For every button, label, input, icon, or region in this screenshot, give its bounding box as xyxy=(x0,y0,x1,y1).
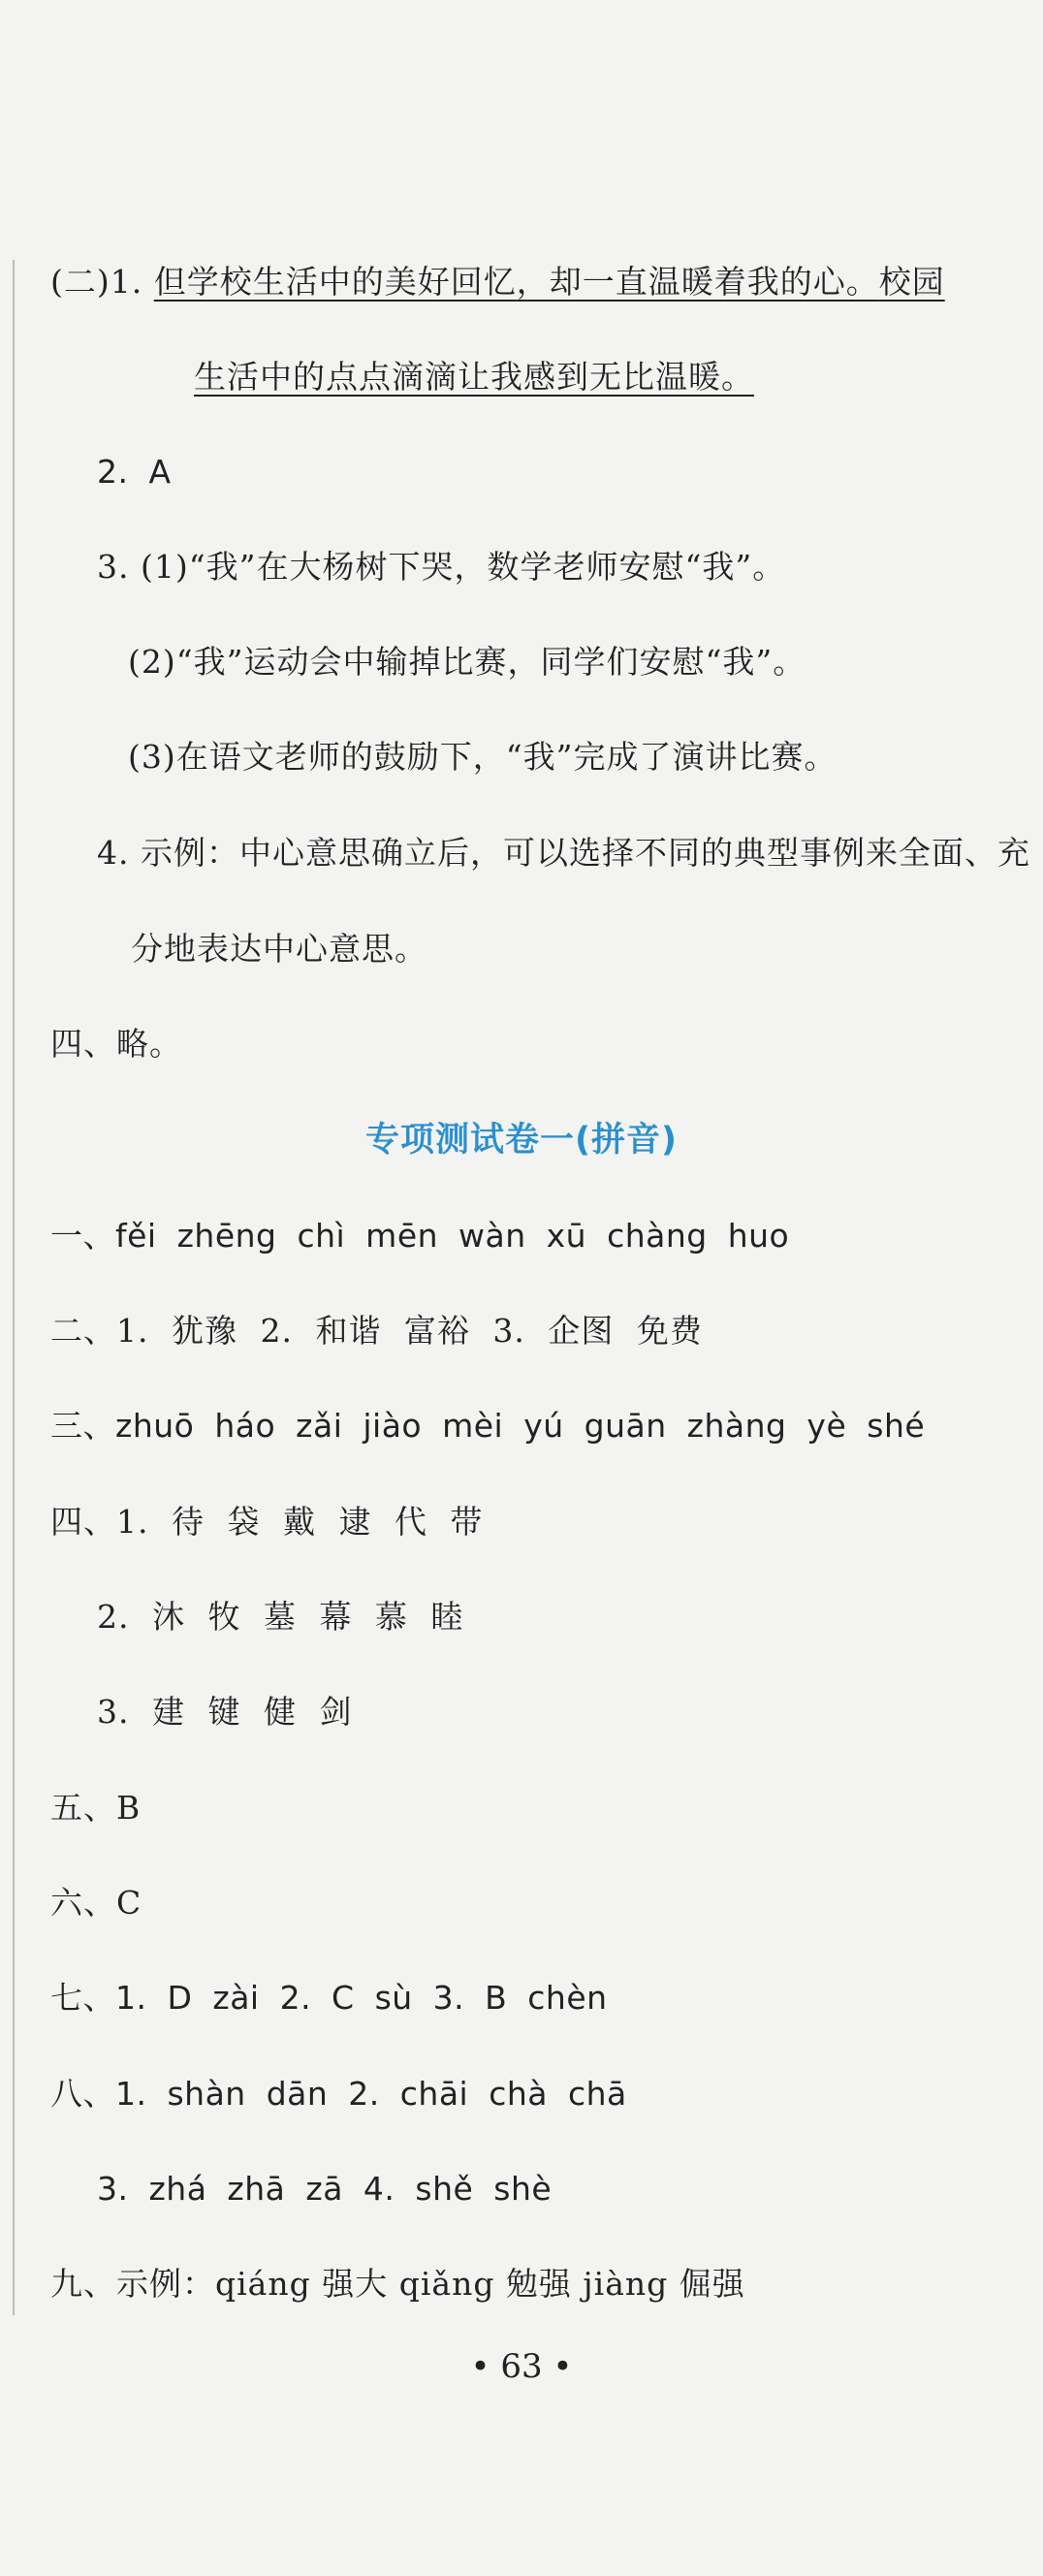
answer-q3-3: (3)在语文老师的鼓励下，“我”完成了演讲比赛。 xyxy=(128,738,838,776)
answer-four-1: 四、1. 待 袋 戴 逮 代 带 xyxy=(50,1503,484,1541)
margin-rule xyxy=(13,260,15,2315)
answer-q1-line2 xyxy=(194,355,754,399)
answer-q2: 2. A xyxy=(97,453,172,491)
answer-three: 三、zhuō háo zǎi jiào mèi yú guān zhàng yè shé xyxy=(50,1407,926,1445)
section-title: 专项测试卷一(拼音) xyxy=(365,1121,678,1160)
q1-underlined-sentence-2: 校园 xyxy=(878,263,945,301)
answer-two: 二、1. 犹豫 2. 和谐 富裕 3. 企图 免费 xyxy=(50,1312,703,1350)
answer-four-2: 2. 沐 牧 墓 幕 慕 睦 xyxy=(97,1598,464,1636)
answer-q4-line1: 4. 示例：中心意思确立后，可以选择不同的典型事例来全面、充 xyxy=(97,834,1030,872)
answer-four: 四、略。 xyxy=(50,1025,182,1063)
q1-underlined-sentence-3: 生活中的点点滴滴让我感到无比温暖。 xyxy=(194,358,754,396)
answer-seven: 七、1. D zài 2. C sù 3. B chèn xyxy=(50,1979,608,2017)
answer-eight-2: 3. zhá zhā zā 4. shě shè xyxy=(97,2170,553,2208)
answer-q3-2: (2)“我”运动会中输掉比赛，同学们安慰“我”。 xyxy=(128,643,806,681)
answer-nine: 九、示例：qiáng 强大 qiǎng 勉强 jiàng 倔强 xyxy=(50,2265,745,2303)
answer-six: 六、C xyxy=(50,1884,142,1922)
page-number: • 63 • xyxy=(470,2347,573,2386)
answer-q4-line2: 分地表达中心意思。 xyxy=(131,930,427,968)
answer-q3-1: 3. (1)“我”在大杨树下哭，数学老师安慰“我”。 xyxy=(97,548,786,586)
answer-one: 一、fěi zhēng chì mēn wàn xū chàng huo xyxy=(50,1217,790,1255)
answer-q1-line1 xyxy=(50,260,945,304)
answer-eight-1: 八、1. shàn dān 2. chāi chà chā xyxy=(50,2075,627,2113)
q1-underlined-sentence: 但学校生活中的美好回忆，却一直温暖着我的心。 xyxy=(153,263,879,301)
answer-five: 五、B xyxy=(50,1789,142,1827)
answer-four-3: 3. 建 键 健 剑 xyxy=(97,1693,353,1731)
q1-prefix: (二)1. xyxy=(50,263,154,301)
